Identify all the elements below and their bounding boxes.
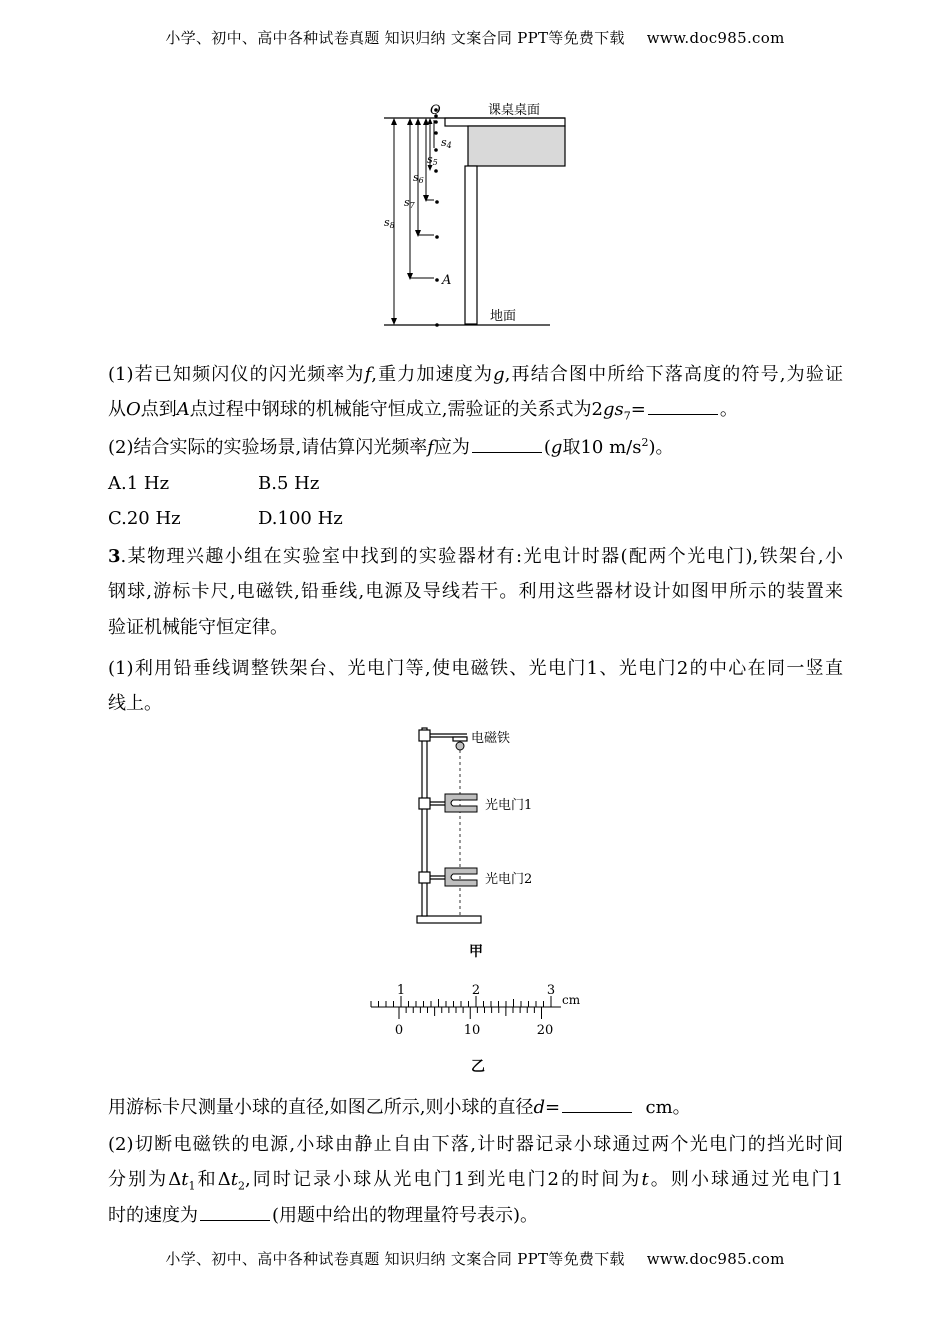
q2-part1-line2: 从O点到A点过程中钢球的机械能守恒成立,需验证的关系式为$2gs_7=$ 。: [108, 399, 738, 423]
label-s7-sub: 7: [409, 201, 415, 210]
label-gate1: 光电门1: [485, 798, 533, 813]
footer-url[interactable]: www.doc985.com: [646, 1250, 785, 1268]
q3-part1-line2: 线上。: [108, 693, 162, 714]
q3-part2-line2: 分别为$\Delta t_1$和$\Delta t_2$,同时记录小球从光电门1到光电门2的时间为t。则小球通过光电门1: [108, 1169, 844, 1193]
vernier-label-10: 10: [463, 1023, 481, 1038]
caption-jia: 甲: [469, 944, 483, 960]
option-d[interactable]: D.100 Hz: [258, 508, 343, 529]
q2-part2: (2)结合实际的实验场景,请估算闪光频率f应为 (g取10 $m/s^2$)。: [108, 436, 674, 458]
label-magnet: 电磁铁: [471, 731, 511, 746]
q3-stem-line3: 验证机械能守恒定律。: [108, 617, 288, 638]
q3-part1-line1: (1)利用铅垂线调整铁架台、光电门等,使电磁铁、光电门1、光电门2的中心在同一竖直: [108, 658, 843, 679]
label-desk-top: 课桌桌面: [488, 103, 541, 118]
svg-text:s4: [441, 136, 452, 150]
label-s6-sub: 6: [418, 176, 424, 185]
answer-blank-3[interactable]: [562, 1096, 632, 1113]
page-header: [0, 27, 950, 48]
q3-part2-line1: (2)切断电磁铁的电源,小球由静止自由下落,计时器记录小球通过两个光电门的挡光时间: [108, 1134, 843, 1155]
svg-text:s5: [427, 153, 438, 167]
svg-text:s8: [384, 216, 395, 230]
option-c[interactable]: C.20 Hz: [108, 508, 181, 529]
figure-falling-ball: [370, 98, 580, 334]
main-scale: [365, 996, 551, 1007]
header-text: 小学、初中、高中各种试卷真题 知识归纳 文案合同 PPT等免费下载: [165, 29, 625, 47]
svg-text:s6: [413, 171, 424, 185]
label-a: A: [442, 273, 452, 288]
label-s5: s: [427, 153, 433, 166]
q2-options-row1: [108, 472, 843, 496]
caption-yi: 乙: [471, 1059, 485, 1075]
unit-label: cm: [562, 993, 581, 1007]
label-ground: 地面: [490, 309, 517, 324]
photogate-2-icon: [445, 868, 477, 886]
label-s6: s: [413, 171, 419, 184]
q3-part2-line3: 时的速度为 (用题中给出的物理量符号表示)。: [108, 1205, 539, 1226]
answer-blank-1[interactable]: [648, 398, 718, 415]
label-gate2: 光电门2: [485, 872, 533, 887]
ball-positions: [434, 108, 439, 327]
label-o: O: [430, 103, 441, 118]
q3-stem-line2: 钢球,游标卡尺,电磁铁,铅垂线,电源及导线若干。利用这些器材设计如图甲所示的装置来: [108, 581, 843, 602]
main-label-3: 3: [546, 983, 556, 998]
vernier-label-0: 0: [394, 1023, 404, 1038]
photogate-1-icon: [445, 794, 477, 812]
label-s5-sub: 5: [432, 158, 438, 167]
dimension-lines: [394, 120, 434, 323]
main-label-2: 2: [471, 983, 481, 998]
label-s4: s: [441, 136, 447, 149]
answer-blank-4[interactable]: [200, 1204, 270, 1221]
label-s4-sub: 4: [446, 141, 452, 150]
footer-text: 小学、初中、高中各种试卷真题 知识归纳 文案合同 PPT等免费下载: [165, 1250, 625, 1268]
option-b[interactable]: B.5 Hz: [258, 473, 320, 494]
label-s8: s: [384, 216, 390, 229]
header-url[interactable]: www.doc985.com: [646, 29, 785, 47]
q2-options-row2: [108, 507, 843, 531]
q2-part1-line1: (1)若已知频闪仪的闪光频率为f,重力加速度为g,再结合图中所给下落高度的符号,为验证: [108, 364, 843, 385]
label-s7: s: [404, 196, 410, 209]
main-label-1: 1: [396, 983, 406, 998]
page-footer: [0, 1248, 950, 1269]
label-s8-sub: 8: [389, 221, 395, 230]
figure-vernier-caliper: [365, 978, 595, 1078]
vernier-label-20: 20: [536, 1023, 554, 1038]
option-a[interactable]: A.1 Hz: [108, 473, 170, 494]
figure-apparatus: [405, 724, 555, 960]
q3-measure-line: 用游标卡尺测量小球的直径,如图乙所示,则小球的直径d= cm。: [108, 1097, 691, 1118]
q3-stem-line1: 3.某物理兴趣小组在实验室中找到的实验器材有:光电计时器(配两个光电门),铁架台,小: [108, 546, 843, 567]
answer-blank-2[interactable]: [472, 436, 542, 453]
vernier-scale: [399, 1007, 542, 1019]
